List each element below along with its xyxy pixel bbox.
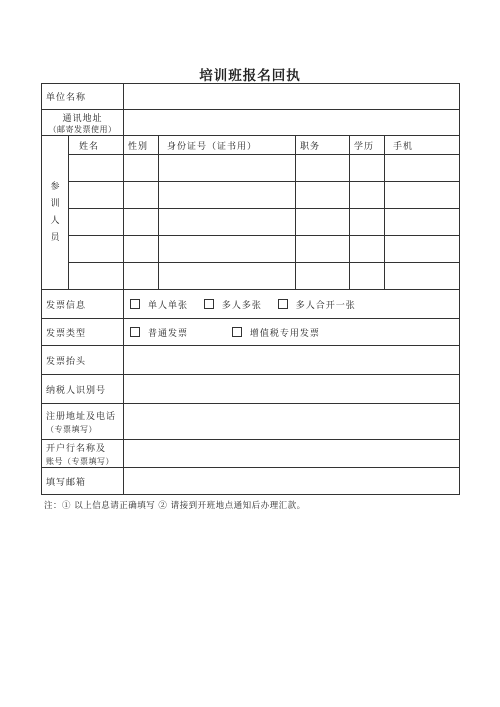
taxpayer-id-field[interactable] [124,375,460,404]
participant-row [42,263,460,290]
bank-label-sub: 账号（专票填写） [46,456,114,466]
participant-row [42,236,460,263]
participants-label [42,136,69,290]
reg-address-field[interactable] [124,404,460,440]
participants-label-char: 训 [50,198,60,209]
col-header-name: 姓名 [69,136,124,155]
address-label [42,110,124,136]
participant-name-cell[interactable] [69,182,124,209]
email-field[interactable] [124,468,460,495]
invoice-header-label: 发票抬头 [42,346,124,375]
participant-name-cell[interactable] [69,155,124,182]
participant-education-cell[interactable] [350,182,385,209]
participant-name-cell[interactable] [69,236,124,263]
col-header-position: 职务 [296,136,350,155]
participant-row [42,182,460,209]
col-header-education: 学历 [350,136,385,155]
col-header-id-number: 身份证号（证书用） [159,136,296,155]
participant-phone-cell[interactable] [385,155,460,182]
email-label: 填写邮箱 [42,468,124,495]
participants-label-char: 员 [50,232,60,243]
reg-address-label [42,404,124,440]
bank-label-main: 开户行名称及 [46,443,107,454]
participant-gender-cell[interactable] [124,155,159,182]
col-header-gender: 性别 [124,136,159,155]
participant-phone-cell[interactable] [385,182,460,209]
invoice-combined-option[interactable] [278,301,356,311]
address-label-main: 通讯地址 [62,113,103,124]
option-label: 多人多张 [221,300,262,311]
checkbox-icon[interactable] [130,299,140,309]
participant-row [42,155,460,182]
participant-name-cell[interactable] [69,263,124,290]
taxpayer-id-label: 纳税人识别号 [42,375,124,404]
bank-label [42,440,124,468]
unit-name-label: 单位名称 [42,84,124,110]
invoice-type-options [124,319,460,346]
option-label: 增值税专用发票 [249,328,320,339]
option-label: 多人合开一张 [295,300,356,311]
invoice-info-label: 发票信息 [42,290,124,319]
checkbox-icon[interactable] [232,327,242,337]
participant-phone-cell[interactable] [385,209,460,236]
participant-education-cell[interactable] [350,209,385,236]
invoice-header-field[interactable] [124,346,460,375]
participant-education-cell[interactable] [350,263,385,290]
participant-position-cell[interactable] [296,155,350,182]
participant-position-cell[interactable] [296,236,350,263]
participant-id-cell[interactable] [159,236,296,263]
participant-row [42,209,460,236]
participants-label-char: 人 [50,215,60,226]
participant-id-cell[interactable] [159,263,296,290]
invoice-multi-option[interactable] [204,301,262,311]
checkbox-icon[interactable] [278,299,288,309]
participant-id-cell[interactable] [159,155,296,182]
registration-form [41,83,460,495]
form-note: 注：① 以上信息请正确填写 ② 请接到开班地点通知后办理汇款。 [44,501,306,511]
reg-address-label-main: 注册地址及电话 [46,411,117,422]
checkbox-icon[interactable] [130,327,140,337]
address-label-sub: （邮寄发票使用） [48,124,117,134]
participant-gender-cell[interactable] [124,209,159,236]
participant-gender-cell[interactable] [124,236,159,263]
participant-education-cell[interactable] [350,155,385,182]
participants-label-char: 参 [50,181,60,192]
participant-name-cell[interactable] [69,209,124,236]
checkbox-icon[interactable] [204,299,214,309]
participant-gender-cell[interactable] [124,182,159,209]
invoice-info-options [124,290,460,319]
invoice-single-option[interactable] [130,301,188,311]
participant-phone-cell[interactable] [385,263,460,290]
participant-gender-cell[interactable] [124,263,159,290]
bank-field[interactable] [124,440,460,468]
participant-phone-cell[interactable] [385,236,460,263]
participant-id-cell[interactable] [159,209,296,236]
participant-position-cell[interactable] [296,182,350,209]
invoice-vat-option[interactable] [232,329,320,339]
reg-address-label-sub: （专票填写） [46,424,97,434]
participant-id-cell[interactable] [159,182,296,209]
unit-name-field[interactable] [124,84,460,110]
invoice-normal-option[interactable] [130,329,188,339]
participant-position-cell[interactable] [296,263,350,290]
invoice-type-label: 发票类型 [42,319,124,346]
form-title: 培训班报名回执 [199,68,301,84]
participant-position-cell[interactable] [296,209,350,236]
address-field[interactable] [124,110,460,136]
option-label: 单人单张 [148,300,189,311]
participant-education-cell[interactable] [350,236,385,263]
col-header-phone: 手机 [385,136,460,155]
option-label: 普通发票 [148,328,189,339]
